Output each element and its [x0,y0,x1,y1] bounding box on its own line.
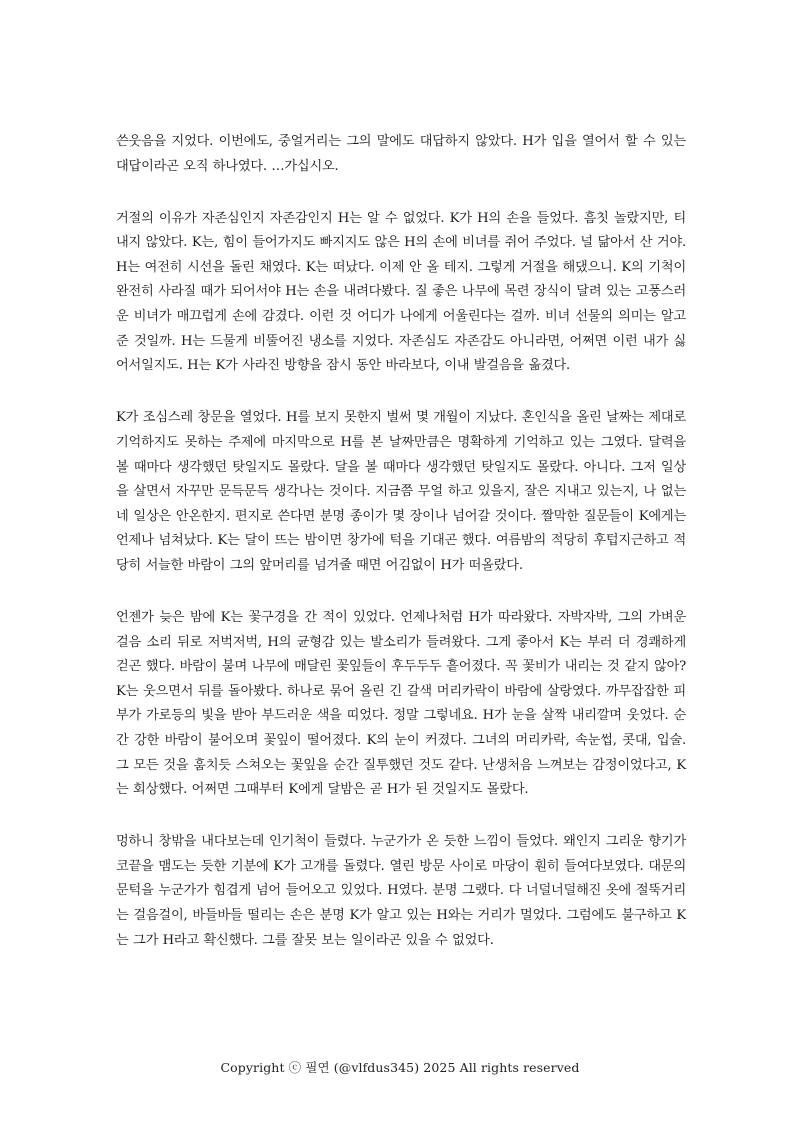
copyright-footer: Copyright ⓒ 필연 (@vlfdus345) 2025 All rights reserved [220,1060,580,1075]
paragraph-3: K가 조심스레 창문을 열었다. H를 보지 못한지 벌써 몇 개월이 지났다. 혼인식을 올린 날짜는 제대로 기억하지도 못하는 주제에 마지막으로 H를 본 날짜만큼은 명확하게 기억하고 있는 그였다. 달력을 볼 때마다 생각했던 탓일지도 몰랐다. 달을 볼 때마다 생각했던 탓일지도 몰랐다. 아니다. 그저 일상을 살면서 자꾸만 문득문득 생각나는 것이다. 지금쯤 무얼 하고 있을지, 잘은 지내고 있는지, 나 없는 네 일상은 안온한지. 편지로 쓴다면 분명 종이가 몇 장이나 넘어갈 것이다. 짤막한 질문들이 K에게는 언제나 넘쳐났다. K는 달이 뜨는 밤이면 창가에 턱을 기대곤 했다. 여름밤의 적당히 후텁지근하고 적당히 서늘한 바람이 그의 앞머리를 넘겨줄 때면 어김없이 H가 떠올랐다. [116,410,686,573]
paragraph-1: 쓴웃음을 지었다. 이번에도, 중얼거리는 그의 말에도 대답하지 않았다. H가 입을 열어서 할 수 있는 대답이라곤 오직 하나였다. …가십시오. [116,134,686,174]
document-body [116,130,686,981]
paragraph-5: 멍하니 창밖을 내다보는데 인기척이 들렸다. 누군가가 온 듯한 느낌이 들었다. 왜인지 그리운 향기가 코끝을 맴도는 듯한 기분에 K가 고개를 돌렸다. 열린 방문 사이로 마당이 훤히 들여다보였다. 대문의 문턱을 누군가가 힘겹게 넘어 들어오고 있었다. H였다. 분명 그랬다. 다 너덜너덜해진 옷에 절뚝거리는 걸음걸이, 바들바들 떨리는 손은 분명 K가 알고 있는 H와는 거리가 멀었다. 그럼에도 불구하고 K는 그가 H라고 확신했다. 그를 잘못 보는 일이라곤 있을 수 없었다. [116,834,686,948]
paragraph-2: 거절의 이유가 자존심인지 자존감인지 H는 알 수 없었다. K가 H의 손을 들었다. 흠칫 놀랐지만, 티 내지 않았다. K는, 힘이 들어가지도 빠지지도 않은 H의 손에 비녀를 쥐어 주었다. 널 닮아서 산 거야. H는 여전히 시선을 돌린 채였다. K는 떠났다. 이제 안 올 테지. 그렇게 거절을 해댔으니. K의 기척이 완전히 사라질 때가 되어서야 H는 손을 내려다봤다. 질 좋은 나무에 목련 장식이 달려 있는 고풍스러운 비녀가 매끄럽게 손에 감겼다. 이런 것 어디가 나에게 어울린다는 걸까. 비녀 선물의 의미는 알고 준 것일까. H는 드물게 비뚤어진 냉소를 지었다. 자존심도 자존감도 아니라면, 어쩌면 이런 내가 싫어서일지도. H는 K가 사라진 방향을 잠시 동안 바라보다, 이내 발걸음을 옮겼다. [116,210,686,374]
paragraph-4: 언젠가 늦은 밤에 K는 꽃구경을 간 적이 있었다. 언제나처럼 H가 따라왔다. 자박자박, 그의 가벼운 걸음 소리 뒤로 저벅저벅, H의 균형감 있는 발소리가 들려왔다. 그게 좋아서 K는 부러 더 경쾌하게 걷곤 했다. 바람이 불며 나무에 매달린 꽃잎들이 후두두두 흩어졌다. 꼭 꽃비가 내리는 것 같지 않아? K는 웃으면서 뒤를 돌아봤다. 하나로 묶어 올린 긴 갈색 머리카락이 바람에 살랑였다. 까무잡잡한 피부가 가로등의 빛을 받아 부드러운 색을 띠었다. 정말 그렇네요. H가 눈을 살짝 내리깔며 웃었다. 순간 강한 바람이 불어오며 꽃잎이 떨어졌다. K의 눈이 커졌다. 그녀의 머리카락, 속눈썹, 콧대, 입술. 그 모든 것을 훔치듯 스쳐오는 꽃잎을 순간 질투했던 것도 같다. 난생처음 느껴보는 감정이었다고, K는 회상했다. 어쩌면 그때부터 K에게 달밤은 곧 H가 된 것일지도 몰랐다. [116,610,686,798]
